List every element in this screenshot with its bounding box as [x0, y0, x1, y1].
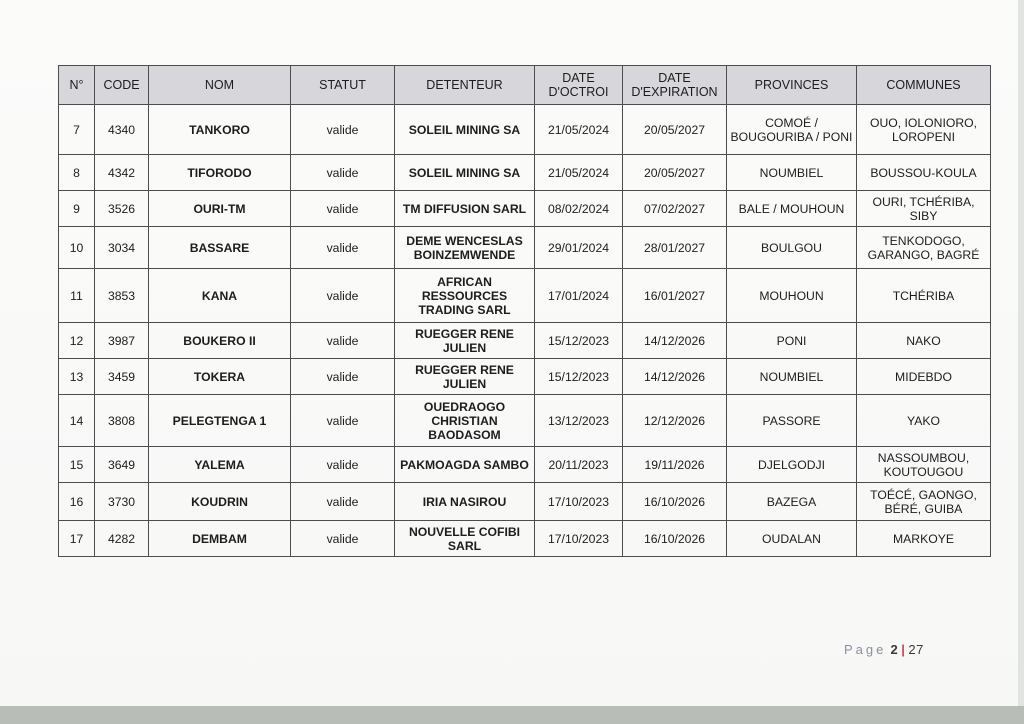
- cell-n: 10: [59, 227, 95, 269]
- cell-code: 3730: [95, 483, 149, 521]
- cell-n: 15: [59, 447, 95, 483]
- cell-date-octroi: 20/11/2023: [535, 447, 623, 483]
- cell-nom: YALEMA: [149, 447, 291, 483]
- cell-detenteur: TM DIFFUSION SARL: [395, 191, 535, 227]
- cell-date-expiration: 14/12/2026: [623, 323, 727, 359]
- header-n: N°: [59, 66, 95, 105]
- cell-n: 17: [59, 521, 95, 557]
- table-row: [59, 395, 991, 447]
- scan-edge: [1018, 0, 1024, 706]
- cell-detenteur: IRIA NASIROU: [395, 483, 535, 521]
- table-header: [59, 66, 991, 105]
- cell-date-expiration: 19/11/2026: [623, 447, 727, 483]
- cell-provinces: MOUHOUN: [727, 269, 857, 323]
- cell-provinces: COMOÉ / BOUGOURIBA / PONI: [727, 105, 857, 155]
- cell-detenteur: SOLEIL MINING SA: [395, 105, 535, 155]
- cell-date-expiration: 20/05/2027: [623, 105, 727, 155]
- cell-provinces: PONI: [727, 323, 857, 359]
- cell-communes: OUO, IOLONIORO, LOROPENI: [857, 105, 991, 155]
- cell-detenteur: AFRICAN RESSOURCES TRADING SARL: [395, 269, 535, 323]
- cell-provinces: OUDALAN: [727, 521, 857, 557]
- cell-code: 3459: [95, 359, 149, 395]
- cell-n: 13: [59, 359, 95, 395]
- cell-date-expiration: 16/10/2026: [623, 521, 727, 557]
- cell-statut: valide: [291, 269, 395, 323]
- table-row: [59, 227, 991, 269]
- cell-nom: KOUDRIN: [149, 483, 291, 521]
- cell-date-expiration: 28/01/2027: [623, 227, 727, 269]
- header-nom: NOM: [149, 66, 291, 105]
- cell-n: 8: [59, 155, 95, 191]
- table-row: [59, 269, 991, 323]
- cell-statut: valide: [291, 227, 395, 269]
- header-date-octroi: DATE D'OCTROI: [535, 66, 623, 105]
- header-date-expiration: DATE D'EXPIRATION: [623, 66, 727, 105]
- table-body: [59, 105, 991, 557]
- header-communes: COMMUNES: [857, 66, 991, 105]
- cell-code: 4340: [95, 105, 149, 155]
- cell-date-octroi: 17/01/2024: [535, 269, 623, 323]
- cell-communes: YAKO: [857, 395, 991, 447]
- cell-date-expiration: 16/10/2026: [623, 483, 727, 521]
- header-detenteur: DETENTEUR: [395, 66, 535, 105]
- table-row: [59, 483, 991, 521]
- cell-nom: PELEGTENGA 1: [149, 395, 291, 447]
- cell-nom: TANKORO: [149, 105, 291, 155]
- cell-detenteur: NOUVELLE COFIBI SARL: [395, 521, 535, 557]
- cell-nom: BASSARE: [149, 227, 291, 269]
- cell-date-expiration: 20/05/2027: [623, 155, 727, 191]
- cell-code: 4282: [95, 521, 149, 557]
- cell-date-expiration: 12/12/2026: [623, 395, 727, 447]
- cell-statut: valide: [291, 155, 395, 191]
- cell-code: 3034: [95, 227, 149, 269]
- cell-provinces: PASSORE: [727, 395, 857, 447]
- cell-nom: KANA: [149, 269, 291, 323]
- cell-statut: valide: [291, 447, 395, 483]
- permits-table: [58, 65, 991, 557]
- cell-nom: DEMBAM: [149, 521, 291, 557]
- cell-communes: TOÉCÉ, GAONGO, BÉRÉ, GUIBA: [857, 483, 991, 521]
- header-row: [59, 66, 991, 105]
- cell-provinces: BALE / MOUHOUN: [727, 191, 857, 227]
- cell-communes: MIDEBDO: [857, 359, 991, 395]
- cell-nom: TOKERA: [149, 359, 291, 395]
- scan-bottom-edge: [0, 706, 1024, 724]
- cell-detenteur: RUEGGER RENE JULIEN: [395, 359, 535, 395]
- cell-statut: valide: [291, 359, 395, 395]
- cell-n: 12: [59, 323, 95, 359]
- cell-code: 3853: [95, 269, 149, 323]
- page-footer: [844, 642, 924, 657]
- cell-detenteur: OUEDRAOGO CHRISTIAN BAODASOM: [395, 395, 535, 447]
- table-row: [59, 105, 991, 155]
- cell-nom: OURI-TM: [149, 191, 291, 227]
- cell-n: 14: [59, 395, 95, 447]
- table-row: [59, 447, 991, 483]
- cell-date-octroi: 15/12/2023: [535, 323, 623, 359]
- cell-nom: TIFORODO: [149, 155, 291, 191]
- cell-date-octroi: 29/01/2024: [535, 227, 623, 269]
- table-row: [59, 191, 991, 227]
- cell-detenteur: RUEGGER RENE JULIEN: [395, 323, 535, 359]
- cell-detenteur: PAKMOAGDA SAMBO: [395, 447, 535, 483]
- cell-provinces: DJELGODJI: [727, 447, 857, 483]
- cell-communes: TCHÉRIBA: [857, 269, 991, 323]
- cell-statut: valide: [291, 483, 395, 521]
- header-statut: STATUT: [291, 66, 395, 105]
- cell-date-octroi: 21/05/2024: [535, 155, 623, 191]
- page-separator: |: [901, 642, 906, 657]
- cell-statut: valide: [291, 323, 395, 359]
- table-row: [59, 521, 991, 557]
- cell-statut: valide: [291, 105, 395, 155]
- cell-provinces: BOULGOU: [727, 227, 857, 269]
- cell-provinces: BAZEGA: [727, 483, 857, 521]
- cell-communes: OURI, TCHÉRIBA, SIBY: [857, 191, 991, 227]
- cell-communes: MARKOYE: [857, 521, 991, 557]
- cell-code: 4342: [95, 155, 149, 191]
- cell-date-octroi: 08/02/2024: [535, 191, 623, 227]
- cell-date-octroi: 21/05/2024: [535, 105, 623, 155]
- cell-provinces: NOUMBIEL: [727, 155, 857, 191]
- cell-date-expiration: 07/02/2027: [623, 191, 727, 227]
- table-row: [59, 359, 991, 395]
- cell-communes: NASSOUMBOU, KOUTOUGOU: [857, 447, 991, 483]
- cell-code: 3808: [95, 395, 149, 447]
- cell-statut: valide: [291, 521, 395, 557]
- page-number: 2: [890, 642, 899, 657]
- cell-detenteur: DEME WENCESLAS BOINZEMWENDE: [395, 227, 535, 269]
- header-provinces: PROVINCES: [727, 66, 857, 105]
- cell-n: 16: [59, 483, 95, 521]
- table-row: [59, 323, 991, 359]
- cell-n: 7: [59, 105, 95, 155]
- cell-communes: TENKODOGO, GARANGO, BAGRÉ: [857, 227, 991, 269]
- cell-provinces: NOUMBIEL: [727, 359, 857, 395]
- cell-date-octroi: 13/12/2023: [535, 395, 623, 447]
- cell-date-octroi: 15/12/2023: [535, 359, 623, 395]
- cell-n: 11: [59, 269, 95, 323]
- cell-date-octroi: 17/10/2023: [535, 521, 623, 557]
- page-label: Page: [844, 642, 887, 657]
- table-row: [59, 155, 991, 191]
- cell-code: 3649: [95, 447, 149, 483]
- cell-communes: BOUSSOU-KOULA: [857, 155, 991, 191]
- cell-date-octroi: 17/10/2023: [535, 483, 623, 521]
- cell-statut: valide: [291, 191, 395, 227]
- cell-n: 9: [59, 191, 95, 227]
- header-code: CODE: [95, 66, 149, 105]
- cell-date-expiration: 14/12/2026: [623, 359, 727, 395]
- cell-detenteur: SOLEIL MINING SA: [395, 155, 535, 191]
- cell-code: 3526: [95, 191, 149, 227]
- total-pages: 27: [908, 642, 924, 657]
- cell-code: 3987: [95, 323, 149, 359]
- cell-date-expiration: 16/01/2027: [623, 269, 727, 323]
- cell-communes: NAKO: [857, 323, 991, 359]
- cell-nom: BOUKERO II: [149, 323, 291, 359]
- cell-statut: valide: [291, 395, 395, 447]
